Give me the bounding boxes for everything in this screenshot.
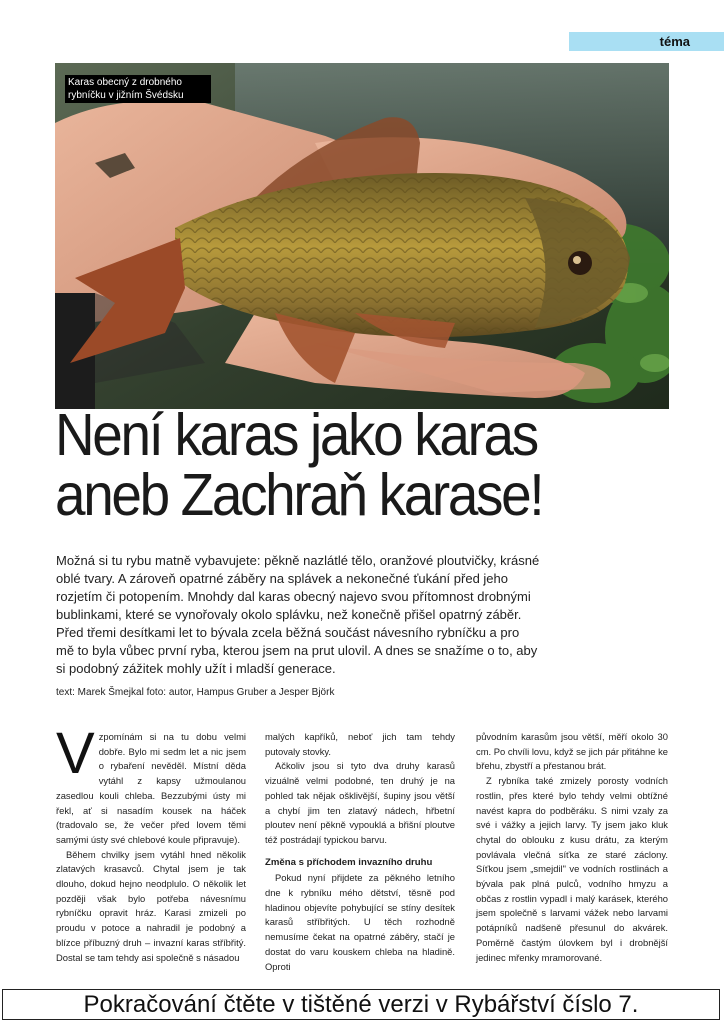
article-column-2 xyxy=(265,730,455,974)
headline-line-1: Není karas jako karas xyxy=(55,402,537,468)
credits-line: text: Marek Šmejkal foto: autor, Hampus Gruber a Jesper Björk xyxy=(56,687,335,698)
photo-illustration xyxy=(55,63,669,409)
section-tab: téma xyxy=(569,32,724,51)
article-paragraph: Během chvilky jsem vytáhl hned několik zlatavých krasavců. Chytal jsem je tak dlouho, dokud hejno neodplulo. O několik let později však bylo potřeba návesnímu rybníčku opravit hráz. Karasi zmizeli po proudu v potoce a nahradil je podobný a blízce příbuzný druh – invazní karas stříbřitý. Dostal se tam tehdy asi společně s násadou xyxy=(56,848,246,963)
article-headline xyxy=(55,402,632,528)
article-column-3 xyxy=(476,730,668,965)
article-paragraph: původním karasům jsou větší, měří okolo 30 cm. Po chvíli lovu, když se jich pár přitáhne ke břehu, zbystří a přestanou brát. xyxy=(476,731,668,772)
continuation-notice: Pokračování čtěte v tištěné verzi v Rybářství číslo 7. xyxy=(2,989,720,1020)
drop-cap: V xyxy=(56,721,95,786)
article-subheading: Změna s příchodem invazního druhu xyxy=(265,856,433,868)
article-paragraph xyxy=(56,721,246,848)
lead-paragraph: Možná si tu rybu matně vybavujete: pěkně nazlátlé tělo, oranžové ploutvičky, krásné oblé tvary. A zároveň opatrné záběry na splávek a nekonečné ťukání před jeho rozjetím či potopením. Mnohdy dal karas obecný najevo svou přítomnost drobnými bublinkami, které se vynořovaly okolo splávku, než konečně přišel opatrný záběr. Před třemi desítkami let to bývala zcela běžná součást návesního rybníčku a pro mě to byla vůbec první ryba, kterou jsem na prut ulovil. A dnes se snažíme o to, aby si podobný zážitek mohly užít i mladší generace. xyxy=(56,553,540,676)
headline-line-2: aneb Zachraň karase! xyxy=(55,462,543,528)
fish-in-hand-photo xyxy=(55,63,669,409)
photo-caption: Karas obecný z drobného rybníčku v jižním Švédsku xyxy=(65,75,211,103)
article-paragraph: malých kapříků, neboť jich tam tehdy putovaly stovky. xyxy=(265,731,455,757)
article-paragraph: Pokud nyní přijdete za pěkného letního dne k rybníku mého dětství, těsně pod hladinou objevíte pohybující se stíny desítek karasů stříbřitých. U těch rozhodně nemusíme čekat na opatrné záběry, stačí je dostat do varu kouskem chleba na hladině. Oproti xyxy=(265,872,455,972)
article-paragraph-text: zpomínám si na tu dobu velmi dobře. Bylo mi sedm let a nic jsem o rybaření nevěděl. Místní děda vytáhl z kapsy užmoulanou zasedlou kouli chleba. Bezzubými ústy mi řekl, ať si nasadím kousek na háček (tradovalo se, že večer před lovem těmi samými ústy své chlebové koule připravuje). xyxy=(56,731,246,845)
article-paragraph: Z rybníka také zmizely porosty vodních rostlin, přes které bylo tehdy velmi obtížné navést kapra do podběráku. S nimi vzaly za své i vážky a jejich larvy. Ty jsem jako kluk chytal do oblouku z kusu drátu, za kterým povlávala vlečná síťka ze staré záclony. Síťkou jsem „smejdil" ve vodních rostlinách a bývala pak plná pulců, vodního hmyzu a občas z rostlin vypadl i malý karásek, kterého jsem společně s larvami vážek nebo larvami potápníků nadšeně přesunul do akvárek. Poměrně častým úlovkem byl i drobnější jedinec mřenky mramorované. xyxy=(476,775,668,963)
article-paragraph: Ačkoliv jsou si tyto dva druhy karasů vizuálně velmi podobné, ten druhý je na pohled tak nějak ošklivější, šupiny jsou větší a chybí jim ten zlatavý nádech, hřbetní ploutev není pěkně vypouklá a břišní ploutve též postrádají typickou barvu. xyxy=(265,760,455,845)
article-column-1 xyxy=(56,721,246,965)
